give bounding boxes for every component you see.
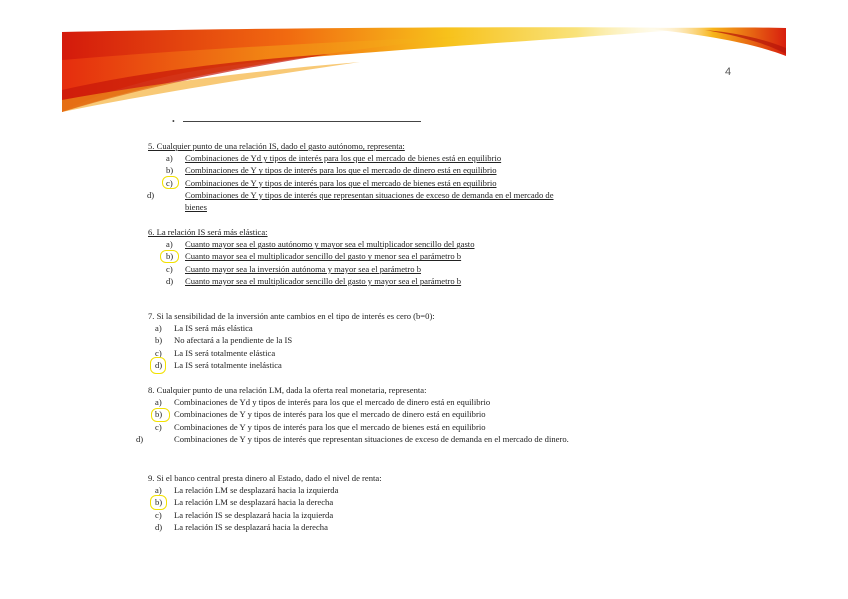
option-c[interactable] xyxy=(148,263,568,275)
option-text: Cuanto mayor sea el multiplicador sencillo del gasto y menor sea el parámetro b xyxy=(185,251,462,262)
option-letter: a) xyxy=(155,485,162,496)
option-text: Combinaciones de Yd y tipos de interés para los que el mercado de bienes está en equilibrio xyxy=(185,153,502,164)
stub-bullet: • xyxy=(172,117,175,126)
option-letter: b) xyxy=(155,335,163,346)
option-letter: b) xyxy=(155,409,163,420)
option-letter: b) xyxy=(166,251,174,262)
option-a[interactable] xyxy=(148,484,568,496)
option-letter: a) xyxy=(155,323,162,334)
option-text: Cuanto mayor sea la inversión autónoma y mayor sea el parámetro b xyxy=(185,263,422,274)
option-text: Combinaciones de Y y tipos de interés para los que el mercado de bienes está en equilibrio xyxy=(185,177,497,188)
question-9 xyxy=(148,472,568,533)
option-a[interactable] xyxy=(148,396,568,408)
option-text: Combinaciones de Y y tipos de interés que representan situaciones de exceso de demanda en el mercado de dinero. xyxy=(174,433,569,444)
option-c[interactable] xyxy=(148,347,568,359)
option-letter: c) xyxy=(155,421,162,432)
question-title: 8. Cualquier punto de una relación LM, dada la oferta real monetaria, representa: xyxy=(148,385,427,395)
option-letter: d) xyxy=(155,359,163,370)
option-letter: d) xyxy=(136,433,144,444)
option-text: Cuanto mayor sea el multiplicador sencillo del gasto y mayor sea el parámetro b xyxy=(185,275,462,286)
option-text: La relación LM se desplazará hacia la izquierda xyxy=(174,485,339,496)
option-text: La relación IS se desplazará hacia la izquierda xyxy=(174,509,334,520)
option-letter: c) xyxy=(166,177,173,188)
option-d[interactable] xyxy=(148,189,565,213)
question-title: 5. Cualquier punto de una relación IS, dado el gasto autónomo, representa: xyxy=(148,141,405,151)
option-letter: d) xyxy=(155,521,163,532)
option-text: La relación IS se desplazará hacia la derecha xyxy=(174,521,328,532)
option-letter: b) xyxy=(166,165,174,176)
option-text: No afectará a la pendiente de la IS xyxy=(174,335,293,346)
option-text: Combinaciones de Y y tipos de interés para los que el mercado de dinero está en equilibrio xyxy=(185,165,497,176)
question-title: 7. Si la sensibilidad de la inversión ante cambios en el tipo de interés es cero (b=0): xyxy=(148,311,435,321)
option-letter: a) xyxy=(166,153,173,164)
option-a[interactable] xyxy=(148,152,568,164)
option-letter: a) xyxy=(155,397,162,408)
option-b[interactable] xyxy=(148,250,568,262)
option-letter: b) xyxy=(155,497,163,508)
option-text: Combinaciones de Yd y tipos de interés para los que el mercado de dinero está en equilibrio xyxy=(174,397,491,408)
option-text: La relación LM se desplazará hacia la derecha xyxy=(174,497,334,508)
question-5 xyxy=(148,140,568,213)
question-7 xyxy=(148,310,568,371)
option-text: Combinaciones de Y y tipos de interés para los que el mercado de dinero está en equilibrio xyxy=(174,409,486,420)
option-d[interactable] xyxy=(148,359,568,371)
option-text: Combinaciones de Y y tipos de interés para los que el mercado de bienes está en equilibrio xyxy=(174,421,486,432)
option-b[interactable] xyxy=(148,334,568,346)
option-c[interactable] xyxy=(148,177,568,189)
question-6 xyxy=(148,226,568,287)
option-c[interactable] xyxy=(148,509,568,521)
option-text: La IS será más elástica xyxy=(174,323,253,334)
option-a[interactable] xyxy=(148,238,568,250)
header-banner xyxy=(0,0,848,130)
option-text: Combinaciones de Y y tipos de interés que representan situaciones de exceso de demanda en el mercado de bienes xyxy=(185,189,554,213)
stub-underline xyxy=(183,121,421,122)
option-b[interactable] xyxy=(148,408,568,420)
option-letter: d) xyxy=(166,275,174,286)
question-title: 9. Si el banco central presta dinero al Estado, dado el nivel de renta: xyxy=(148,473,382,483)
option-d[interactable] xyxy=(148,521,568,533)
option-b[interactable] xyxy=(148,496,568,508)
option-letter: c) xyxy=(155,509,162,520)
option-letter: d) xyxy=(147,189,155,200)
page-number: 4 xyxy=(725,66,732,78)
option-c[interactable] xyxy=(148,421,568,433)
option-b[interactable] xyxy=(148,164,568,176)
option-letter: c) xyxy=(166,263,173,274)
option-letter: a) xyxy=(166,239,173,250)
option-d[interactable] xyxy=(136,433,584,445)
option-text: La IS será totalmente inelástica xyxy=(174,359,282,370)
question-title: 6. La relación IS será más elástica: xyxy=(148,227,268,237)
option-a[interactable] xyxy=(148,322,568,334)
option-text: La IS será totalmente elástica xyxy=(174,347,276,358)
option-text: Cuanto mayor sea el gasto autónomo y mayor sea el multiplicador sencillo del gasto xyxy=(185,239,475,250)
question-8 xyxy=(136,384,569,445)
option-letter: c) xyxy=(155,347,162,358)
option-d[interactable] xyxy=(148,275,568,287)
